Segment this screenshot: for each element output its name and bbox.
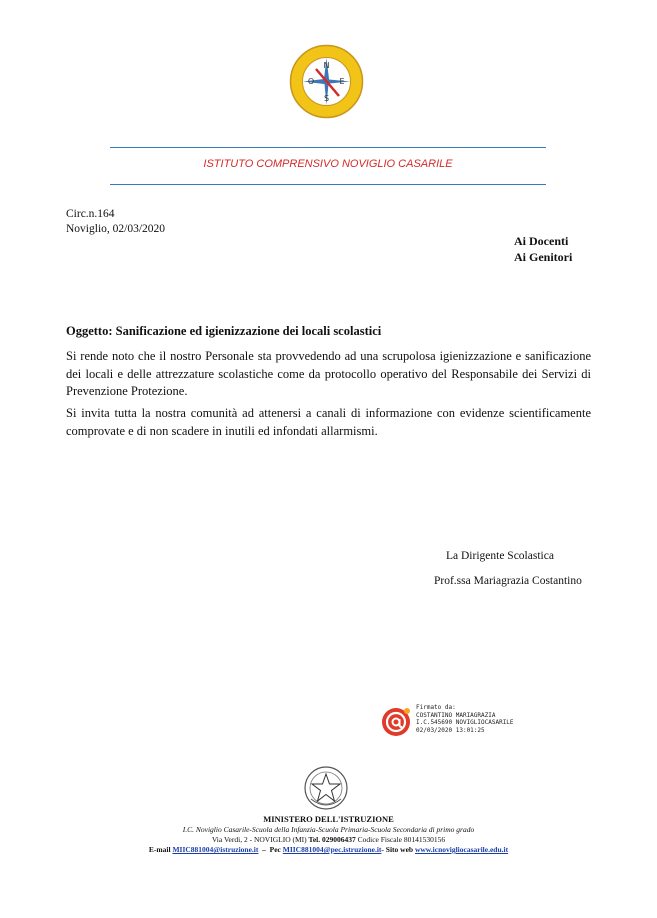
footer-address: Via Verdi, 2 - NOVIGLIO (MI) — [211, 835, 307, 844]
subject-line: Oggetto: Sanificazione ed igienizzazione dei locali scolastici — [66, 324, 382, 338]
circular-number: Circ.n.164 — [66, 208, 115, 220]
footer-address-line — [0, 835, 657, 844]
footer-tel: 029006437 — [322, 835, 356, 844]
footer-tel-label: Tel. — [308, 835, 321, 844]
footer-website-link[interactable]: www.icnovigliocasarile.edu.it — [414, 845, 509, 854]
body-paragraph-1: Si rende noto che il nostro Personale sta provvedendo ad una scrupolosa igienizzazione e sanificazione dei locali e delle attrezzature scolastiche come da protocollo operativo del Responsabile dei Servizi di Prevenzione Protezione. — [66, 349, 591, 398]
digital-signature-stamp — [381, 704, 541, 740]
footer-fiscal-code: Codice Fiscale 80141530156 — [357, 835, 446, 844]
logo-letter-n: N — [323, 61, 330, 70]
sig-line-1: Firmato da: — [416, 704, 456, 711]
logo-letter-s: S — [323, 94, 330, 103]
school-logo — [289, 44, 364, 119]
footer-pec-link[interactable]: MIIC881004@pec.istruzione.it — [282, 845, 382, 854]
sig-line-3: I.C.545690 NOVIGLIOCASARILE — [416, 719, 514, 726]
italian-republic-emblem — [303, 765, 349, 811]
signature-name: Prof.ssa Mariagrazia Costantino — [434, 575, 582, 587]
recipients — [514, 233, 572, 265]
logo-letter-e: E — [339, 77, 345, 86]
header-top-rule — [110, 147, 546, 148]
digital-signature-icon — [381, 706, 413, 738]
footer-contact-line: E-mail MIIC881004@istruzione.it – Pec MIIC881004@pec.istruzione.it- Sito web www.icnovigliocasarile.edu.it — [148, 845, 509, 854]
footer-school-line: I.C. Noviglio Casarile-Scuola della Infanzia-Scuola Primaria-Scuola Secondaria di primo grado — [182, 825, 475, 834]
recipient-parents: Ai Genitori — [514, 250, 573, 264]
sig-line-4: 02/03/2020 13:01:25 — [416, 726, 485, 734]
header-bottom-rule — [110, 184, 546, 185]
logo-letter-o: O — [307, 77, 315, 86]
digital-signature-text — [416, 704, 514, 734]
ministry-name: MINISTERO DELL'ISTRUZIONE — [263, 814, 394, 824]
footer-email-label: E-mail — [148, 845, 171, 854]
footer-website-label: Sito web — [385, 845, 414, 854]
footer-email-link[interactable]: MIIC881004@istruzione.it — [172, 845, 259, 854]
signature-role: La Dirigente Scolastica — [446, 550, 554, 562]
circular-info — [66, 207, 165, 237]
recipient-teachers: Ai Docenti — [514, 234, 569, 248]
place-date: Noviglio, 02/03/2020 — [66, 223, 166, 235]
sig-line-2: COSTANTINO MARIAGRAZIA — [416, 711, 496, 719]
school-name: ISTITUTO COMPRENSIVO NOVIGLIO CASARILE — [203, 158, 453, 170]
footer-pec-label: Pec — [269, 845, 281, 854]
body-paragraph-2: Si invita tutta la nostra comunità ad attenersi a canali di informazione con evidenze scientificamente comprovate e di non scadere in inutili ed infondati allarmismi. — [66, 406, 591, 438]
